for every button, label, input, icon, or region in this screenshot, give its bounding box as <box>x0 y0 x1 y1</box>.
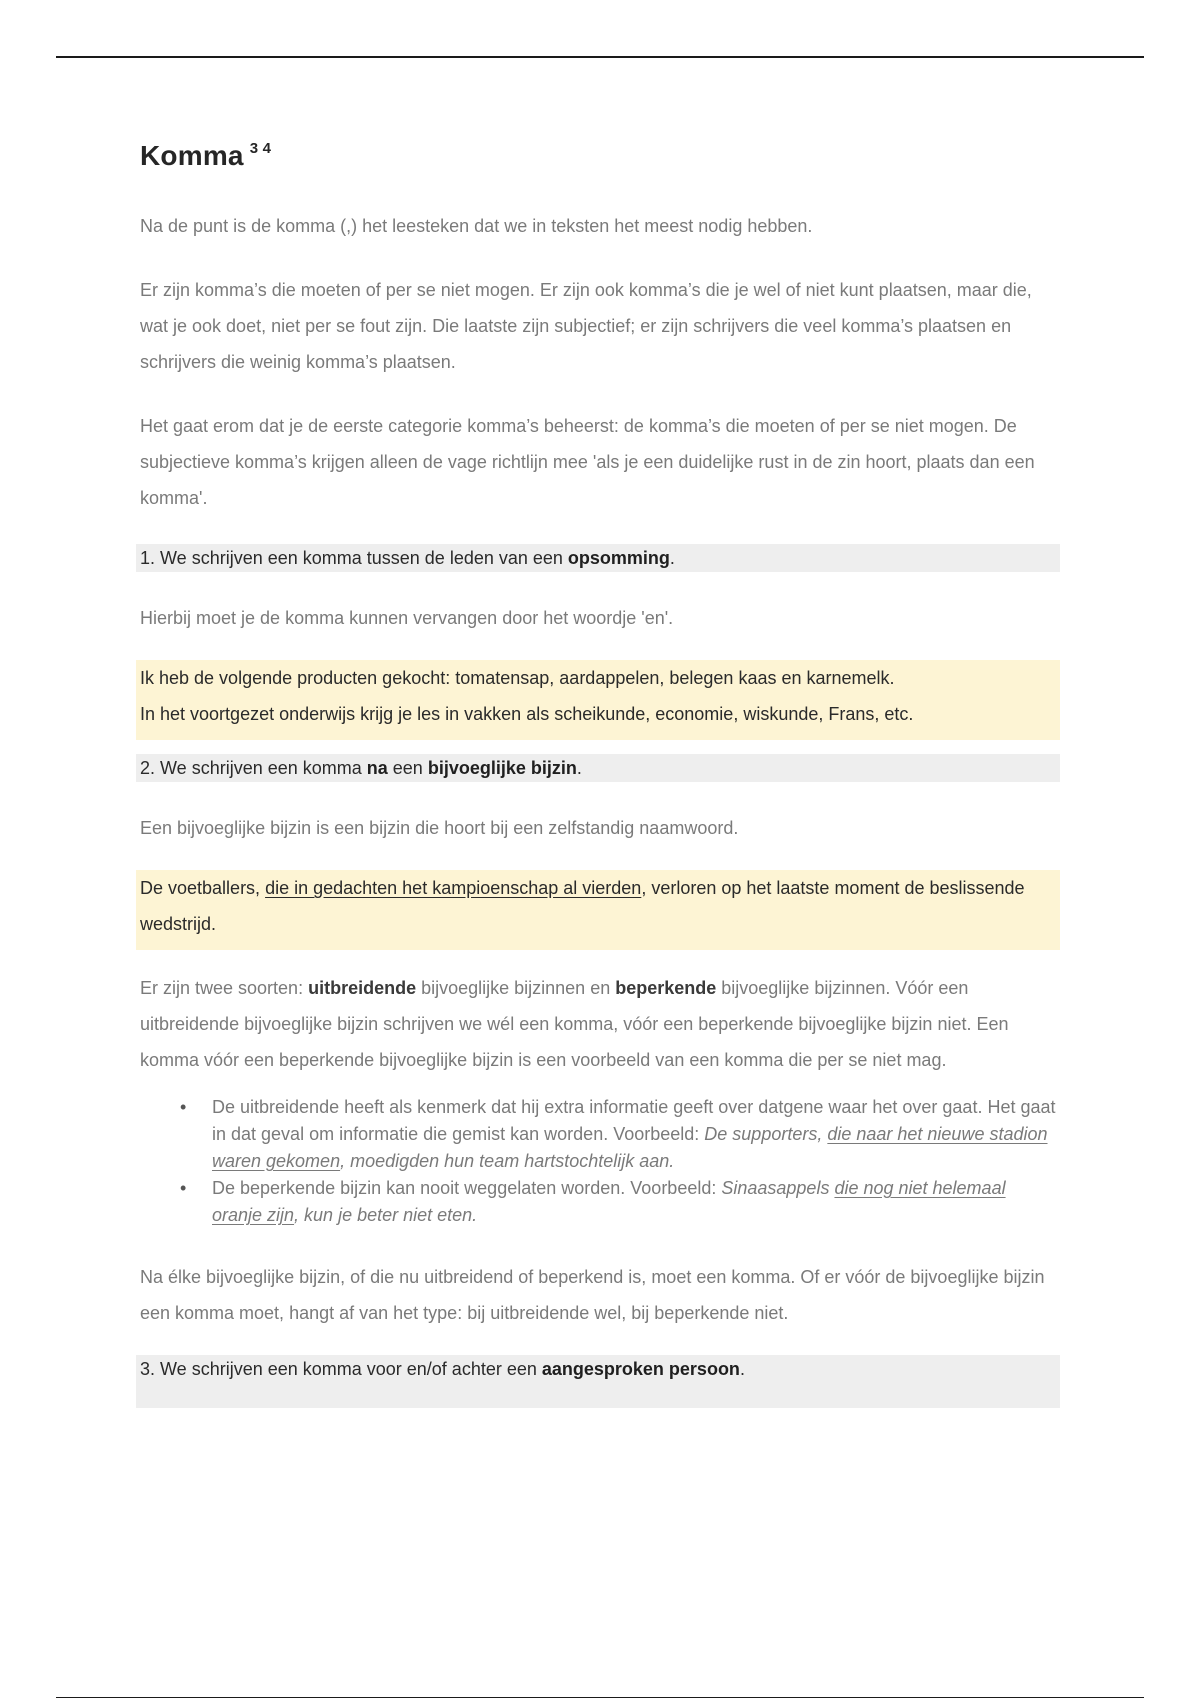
page-title: Komma $^{3 4}$ <box>140 139 272 171</box>
footnote-refs: 3 4 <box>249 139 272 157</box>
document-page <box>140 140 1060 1408</box>
rule-1-examples <box>136 660 1060 740</box>
list-item: • De beperkende bijzin kan nooit weggelaten worden. Voorbeeld: Sinaasappels die nog niet helemaal oranje zijn, kun je beter niet eten. <box>140 1175 1060 1229</box>
rule-2-note: Een bijvoeglijke bijzin is een bijzin die hoort bij een zelfstandig naamwoord. <box>140 818 739 838</box>
bullet-list <box>140 1094 1060 1229</box>
paragraph-comma-types: Er zijn komma’s die moeten of per se niet mogen. Er zijn ook komma’s die je wel of niet kunt plaatsen, maar die, wat je ook doet, niet per se fout zijn. Die laatste zijn subjectief; er zijn schrijvers die veel komma’s plaatsen en schrijvers die weinig komma’s plaatsen. <box>140 280 1032 372</box>
underlined-clause: die in gedachten het kampioenschap al vierden <box>265 878 642 898</box>
paragraph-after-list: Na élke bijvoeglijke bijzin, of die nu uitbreidend of beperkend is, moet een komma. Of er vóór de bijvoeglijke bijzin een komma moet, hangt af van het type: bij uitbreidende wel, bij beperkende niet. <box>140 1267 1045 1323</box>
footer-rule <box>56 1697 1144 1698</box>
rule-1-heading: 1. We schrijven een komma tussen de leden van een opsomming. <box>136 544 1060 572</box>
header-rule <box>56 56 1144 58</box>
intro-paragraph: Na de punt is de komma (,) het leesteken dat we in teksten het meest nodig hebben. <box>140 216 813 236</box>
types-paragraph: Er zijn twee soorten: uitbreidende bijvoeglijke bijzinnen en beperkende bijvoeglijke bijzinnen. Vóór een uitbreidende bijvoeglijke bijzin schrijven we wél een komma, vóór een beperkende bijvoeglijke bijzin niet. Een komma vóór een beperkende bijvoeglijke bijzin is een voorbeeld van een komma die per se niet mag. <box>140 978 1009 1070</box>
paragraph-category: Het gaat erom dat je de eerste categorie komma’s beheerst: de komma’s die moeten of per se niet mogen. De subjectieve komma’s krijgen alleen de vage richtlijn mee 'als je een duidelijke rust in de zin hoort, plaats dan een komma'. <box>140 416 1035 508</box>
list-item: • De uitbreidende heeft als kenmerk dat hij extra informatie geeft over datgene waar het over gaat. Het gaat in dat geval om informatie die gemist kan worden. Voorbeeld: De supporters, die naar het nieuwe stadion waren gekomen, moedigden hun team hartstochtelijk aan. <box>140 1094 1060 1175</box>
rule-2-example: De voetballers, die in gedachten het kampioenschap al vierden, verloren op het laatste moment de beslissende wedstrijd. <box>136 870 1060 950</box>
rule-1-note: Hierbij moet je de komma kunnen vervangen door het woordje 'en'. <box>140 608 674 628</box>
rule-3-heading: 3. We schrijven een komma voor en/of achter een aangesproken persoon. <box>136 1355 1060 1408</box>
example-line: In het voortgezet onderwijs krijg je les in vakken als scheikunde, economie, wiskunde, Frans, etc. <box>140 704 914 724</box>
rule-2-heading: 2. We schrijven een komma na een bijvoeglijke bijzin. <box>136 754 1060 782</box>
example-line: Ik heb de volgende producten gekocht: tomatensap, aardappelen, belegen kaas en karnemelk. <box>140 668 895 688</box>
